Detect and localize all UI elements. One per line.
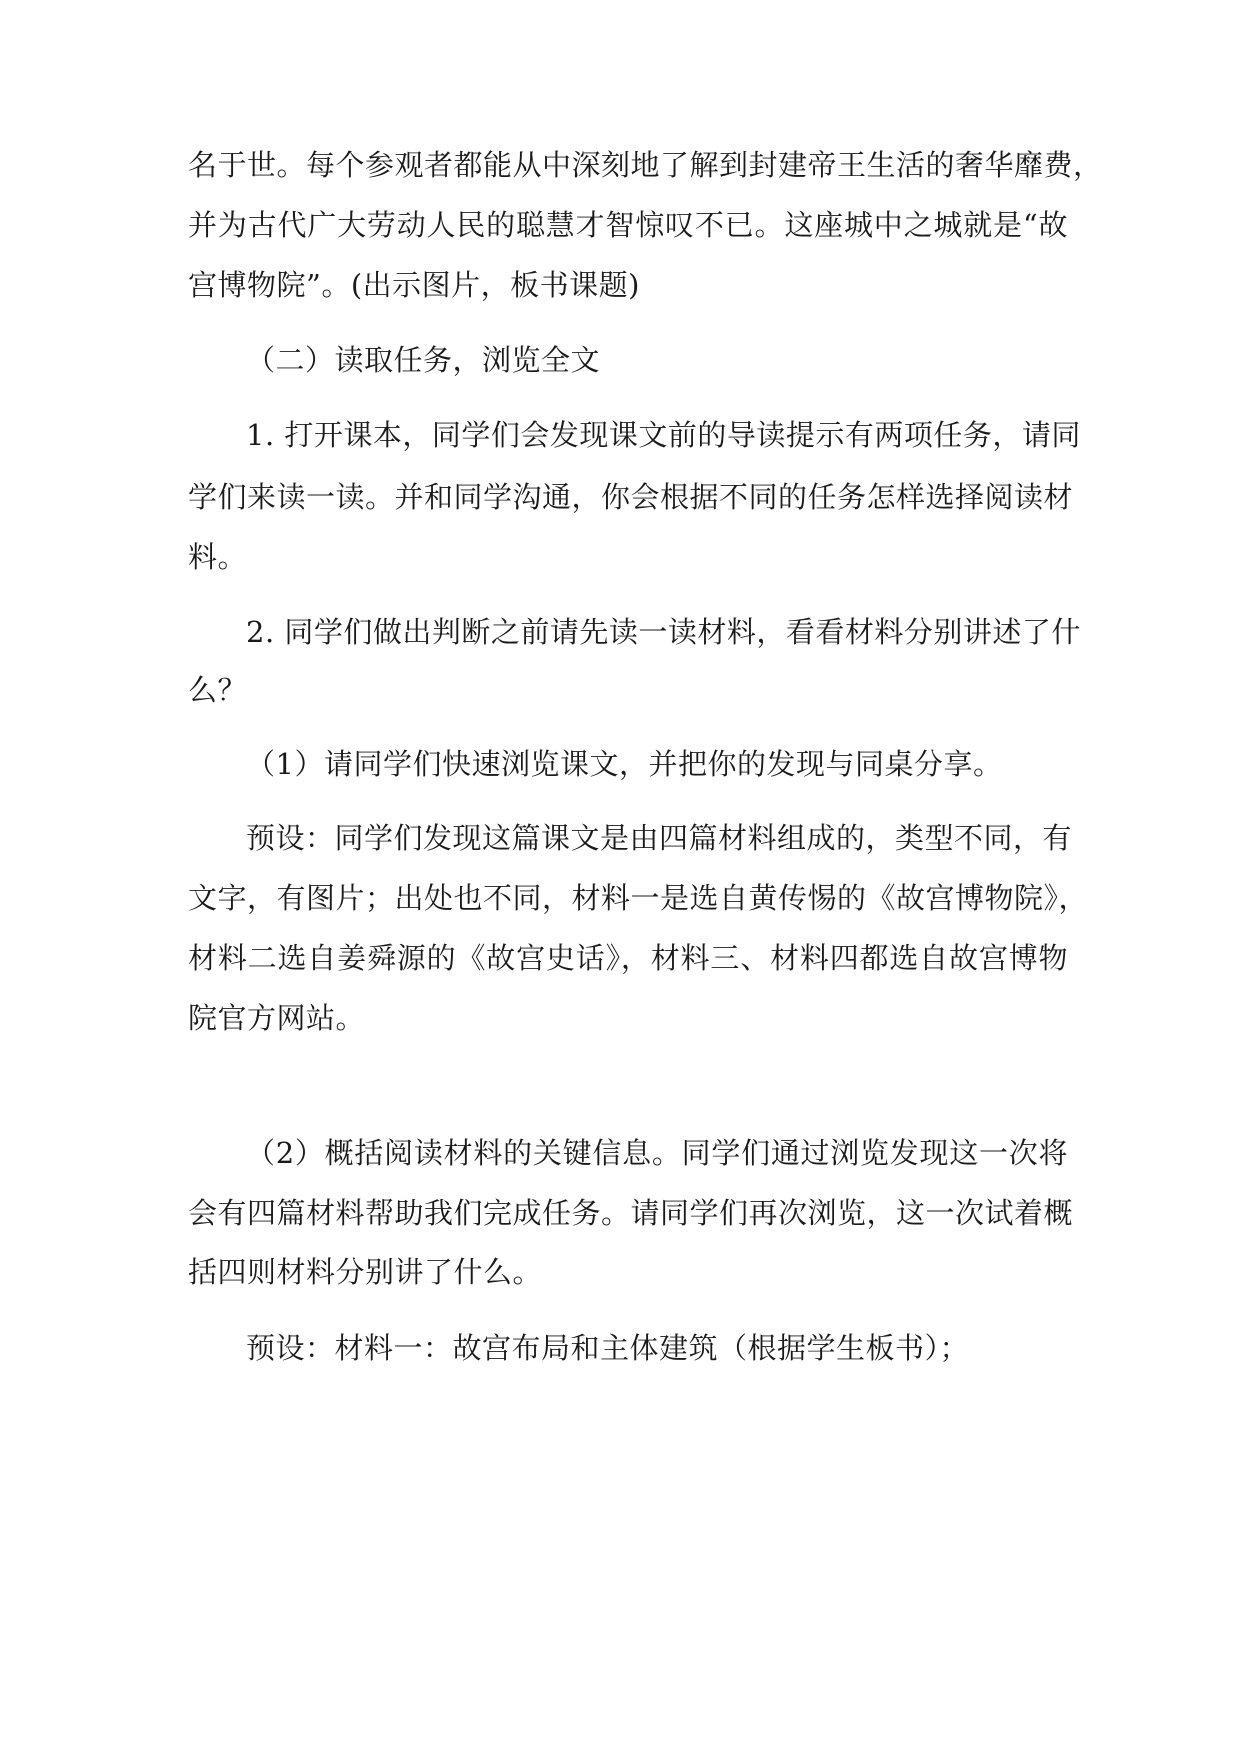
paragraph-line: 材料二选自姜舜源的《故宫史话》，材料三、材料四都选自故宫博物 [188,941,1068,975]
paragraph-line: 料。 [188,540,248,574]
paragraph-line: 预设：同学们发现这篇课文是由四篇材料组成的，类型不同，有 [246,821,1073,855]
paragraph-line: 1. 打开课本，同学们会发现课文前的导读提示有两项任务，请同 [246,418,1081,452]
section-heading: （二）读取任务，浏览全文 [246,343,601,377]
paragraph-line: 2. 同学们做出判断之前请先读一读材料，看看材料分别讲述了什 [246,615,1081,649]
paragraph-line: 名于世。每个参观者都能从中深刻地了解到封建帝王生活的奢华靡费， [188,148,1103,182]
paragraph-line: 并为古代广大劳动人民的聪慧才智惊叹不已。这座城中之城就是“故 [188,208,1068,242]
paragraph-line: 预设：材料一：故宫布局和主体建筑（根据学生板书）； [246,1331,970,1365]
paragraph-line: 学们来读一读。并和同学沟通，你会根据不同的任务怎样选择阅读材 [188,480,1074,514]
paragraph-line: 么？ [188,673,248,707]
paragraph-line: 院官方网站。 [188,1001,366,1035]
paragraph-line: 文字，有图片；出处也不同，材料一是选自黄传惕的《故宫博物院》， [188,881,1089,915]
paragraph-line: （1）请同学们快速浏览课文，并把你的发现与同桌分享。 [246,747,1003,781]
paragraph-line: （2）概括阅读材料的关键信息。同学们通过浏览发现这一次将 [246,1136,1068,1170]
paragraph-line: 括四则材料分别讲了什么。 [188,1255,543,1289]
paragraph-line: 会有四篇材料帮助我们完成任务。请同学们再次浏览，这一次试着概 [188,1196,1074,1230]
paragraph-line: 宫博物院”。(出示图片，板书课题) [188,268,640,302]
